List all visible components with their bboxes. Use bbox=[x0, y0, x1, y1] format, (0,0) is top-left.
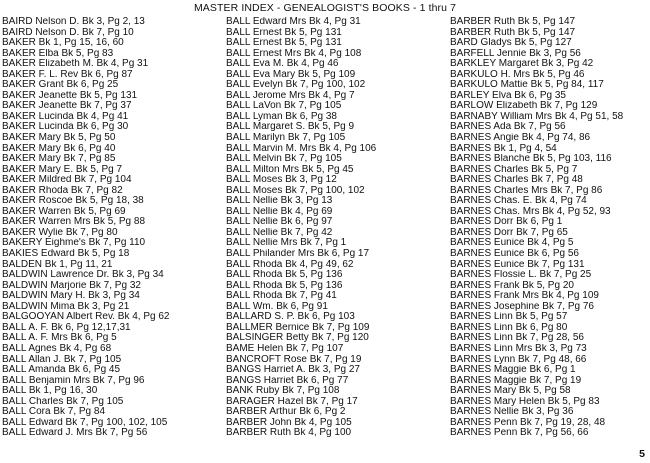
index-entry: BARNES Linn Mrs Bk 3, Pg 73 bbox=[450, 343, 587, 354]
index-entry: BALL Margaret S. Bk 5, Pg 9 bbox=[226, 122, 355, 133]
index-entry: BALL Bk 1, Pg 16, 30 bbox=[2, 386, 98, 397]
index-entry: BALL Benjamin Mrs Bk 7, Pg 96 bbox=[2, 375, 145, 386]
index-entry: BALL Marilyn Bk 7, Pg 105 bbox=[226, 133, 346, 144]
index-entry: BARNES Josephine Bk 7, Pg 76 bbox=[450, 301, 594, 312]
index-entry: BALL Rhoda Bk 7, Pg 41 bbox=[226, 291, 337, 302]
index-entry: BALL Melvin Bk 7, Pg 105 bbox=[226, 154, 342, 165]
index-entry: BARKULO Mattie Bk 5, Pg 84, 117 bbox=[450, 80, 604, 91]
index-entry: BALL A. F. Bk 6, Pg 12,17,31 bbox=[2, 322, 131, 333]
index-entry: BARNES Linn Bk 5, Pg 57 bbox=[450, 312, 568, 323]
index-entry: BARNES Eunice Bk 6, Pg 56 bbox=[450, 249, 579, 260]
index-entry: BAKER Wylie Bk 7, Pg 80 bbox=[2, 227, 118, 238]
index-entry: BARFELL Jennie Bk 3, Pg 56 bbox=[450, 48, 581, 59]
index-entry: BAKER Bk 1, Pg 15, 16, 60 bbox=[2, 38, 124, 49]
index-entry: BARKLEY Margaret Bk 3, Pg 42 bbox=[450, 59, 594, 70]
index-entry: BARNES Charles Bk 5, Pg 7 bbox=[450, 164, 578, 175]
index-entry: BARBER Ruth Bk 5, Pg 147 bbox=[450, 17, 576, 27]
index-entry: BANK Ruby Bk 7, Pg 108 bbox=[226, 386, 340, 397]
index-entry: BARNABY William Mrs Bk 4, Pg 51, 58 bbox=[450, 111, 624, 122]
index-entry: BAKER Mary Bk 6, Pg 40 bbox=[2, 143, 116, 154]
index-entry: BARNES Penn Bk 7, Pg 19, 28, 48 bbox=[450, 417, 606, 428]
index-column-3 bbox=[450, 17, 650, 439]
index-entry: BALL Amanda Bk 6, Pg 45 bbox=[2, 365, 121, 376]
index-entry: BARNES Flossie L. Bk 7, Pg 25 bbox=[450, 270, 592, 281]
index-entry: BALL LaVon Bk 7, Pg 105 bbox=[226, 101, 342, 112]
index-column-1 bbox=[2, 17, 217, 439]
index-entry: BARNES Bk 1, Pg 4, 54 bbox=[450, 143, 557, 154]
page-title: MASTER INDEX - GENEALOGIST'S BOOKS - 1 thru 7 bbox=[193, 2, 457, 14]
index-entry: BALDWIN Mima Bk 3, Pg 21 bbox=[2, 301, 130, 312]
index-entry: BALL Nellie Mrs Bk 7, Pg 1 bbox=[226, 238, 347, 249]
index-entry: BARNES Eunice Bk 7, Pg 131 bbox=[450, 259, 585, 270]
index-entry: BALL Ernest Bk 5, Pg 131 bbox=[226, 27, 342, 38]
index-entry: BAKER Lucinda Bk 6, Pg 30 bbox=[2, 122, 129, 133]
index-entry: BALL Rhoda Bk 5, Pg 136 bbox=[226, 270, 343, 281]
index-entry: BALL Nellie Bk 6, Pg 97 bbox=[226, 217, 333, 228]
index-entry: BARNES Charles Mrs Bk 7, Pg 86 bbox=[450, 185, 603, 196]
index-entry: BALL Evelyn Bk 7, Pg 100, 102 bbox=[226, 80, 366, 91]
index-entry: BALL Ernest Mrs Bk 4, Pg 108 bbox=[226, 48, 362, 59]
index-entry: BARNES Lynn Bk 7, Pg 48, 66 bbox=[450, 354, 587, 365]
index-entry: BALL Eva M. Bk 4, Pg 46 bbox=[226, 59, 339, 70]
index-entry: BAKIES Edward Bk 5, Pg 18 bbox=[2, 249, 130, 260]
index-entry: BAKER Roscoe Bk 5, Pg 18, 38 bbox=[2, 196, 144, 207]
index-entry: BALL Eva Mary Bk 5, Pg 109 bbox=[226, 69, 356, 80]
index-entry: BARBER Ruth Bk 4, Pg 100 bbox=[226, 428, 352, 439]
index-entry: BARNES Maggie Bk 7, Pg 19 bbox=[450, 375, 582, 386]
index-entry: BALLMER Bernice Bk 7, Pg 109 bbox=[226, 322, 370, 333]
index-entry: BARNES Mary Bk 5, Pg 58 bbox=[450, 386, 571, 397]
index-entry: BARAGER Hazel Bk 7, Pg 17 bbox=[226, 396, 358, 407]
index-entry: BARLEY Elva Bk 6, Pg 35 bbox=[450, 90, 566, 101]
index-entry: BARNES Ada Bk 7, Pg 56 bbox=[450, 122, 566, 133]
index-entry: BALL Moses Bk 7, Pg 100, 102 bbox=[226, 185, 365, 196]
index-entry: BARNES Nellie Bk 3, Pg 36 bbox=[450, 407, 574, 418]
index-entry: BARNES Linn Bk 7, Pg 28, 56 bbox=[450, 333, 584, 344]
index-entry: BAKER Rhoda Bk 7, Pg 82 bbox=[2, 185, 123, 196]
index-column-2 bbox=[226, 17, 441, 439]
index-entry: BAKER Elba Bk 5, Pg 83 bbox=[2, 48, 114, 59]
index-entry: BALL Philander Mrs Bk 6, Pg 17 bbox=[226, 249, 370, 260]
index-entry: BAKER F. L. Rev Bk 6, Pg 87 bbox=[2, 69, 133, 80]
index-entry: BARNES Charles Bk 7, Pg 48 bbox=[450, 175, 583, 186]
index-entry: BAKER Mary E. Bk 5, Pg 7 bbox=[2, 164, 123, 175]
index-entry: BALDWIN Mary H. Bk 3, Pg 34 bbox=[2, 291, 140, 302]
index-entry: BAKER Elizabeth M. Bk 4, Pg 31 bbox=[2, 59, 149, 70]
index-entry: BAKER Lucinda Bk 4, Pg 41 bbox=[2, 111, 129, 122]
index-entry: BALL Jerome Mrs Bk 4, Pg 7 bbox=[226, 90, 355, 101]
index-entry: BAKER Mary Bk 7, Pg 85 bbox=[2, 154, 116, 165]
index-entry: BAKER Grant Bk 6, Pg 25 bbox=[2, 80, 119, 91]
index-entry: BALL Nellie Bk 3, Pg 13 bbox=[226, 196, 333, 207]
index-entry: BALLARD S. P. Bk 6, Pg 103 bbox=[226, 312, 355, 323]
index-entry: BALL Rhoda Bk 4, Pg 49, 62 bbox=[226, 259, 354, 270]
page-number: 5 bbox=[639, 448, 645, 460]
index-entry: BARNES Dorr Bk 6, Pg 1 bbox=[450, 217, 563, 228]
index-entry: BALL Marvin M. Mrs Bk 4, Pg 106 bbox=[226, 143, 377, 154]
index-entry: BANGS Harriet Bk 6, Pg 77 bbox=[226, 375, 349, 386]
index-entry: BARLOW Elizabeth Bk 7, Pg 129 bbox=[450, 101, 598, 112]
index-entry: BALGOOYAN Albert Rev. Bk 4, Pg 62 bbox=[2, 312, 170, 323]
index-entry: BARNES Eunice Bk 4, Pg 5 bbox=[450, 238, 574, 249]
index-entry: BALL Lyman Bk 6, Pg 38 bbox=[226, 111, 337, 122]
index-entry: BALL Agnes Bk 4, Pg 68 bbox=[2, 343, 112, 354]
index-entry: BANGS Harriet A. Bk 3, Pg 27 bbox=[226, 365, 360, 376]
index-entry: BARNES Chas. E. Bk 4, Pg 74 bbox=[450, 196, 587, 207]
index-entry: BALL Moses Bk 3, Pg 12 bbox=[226, 175, 337, 186]
index-entry: BARNES Linn Bk 6, Pg 80 bbox=[450, 322, 568, 333]
index-entry: BAIRD Nelson D. Bk 7, Pg 10 bbox=[2, 27, 134, 38]
index-entry: BARNES Mary Helen Bk 5, Pg 83 bbox=[450, 396, 600, 407]
index-entry: BARNES Dorr Bk 7, Pg 65 bbox=[450, 227, 568, 238]
index-entry: BARNES Angie Bk 4, Pg 74, 86 bbox=[450, 133, 591, 144]
index-entry: BALL Nellie Bk 7, Pg 42 bbox=[226, 227, 333, 238]
index-entry: BARNES Frank Mrs Bk 4, Pg 109 bbox=[450, 291, 599, 302]
index-entry: BALL Edward Bk 7, Pg 100, 102, 105 bbox=[2, 417, 168, 428]
index-entry: BARNES Penn Bk 7, Pg 56, 66 bbox=[450, 428, 589, 439]
index-entry: BAIRD Nelson D. Bk 3, Pg 2, 13 bbox=[2, 17, 145, 27]
index-entry: BARNES Maggie Bk 6, Pg 1 bbox=[450, 365, 576, 376]
index-entry: BARNES Blanche Bk 5, Pg 103, 116 bbox=[450, 154, 612, 165]
index-entry: BANCROFT Rose Bk 7, Pg 19 bbox=[226, 354, 362, 365]
index-entry: BALL A. F. Mrs Bk 6, Pg 5 bbox=[2, 333, 117, 344]
index-entry: BAKER Warren Bk 5, Pg 69 bbox=[2, 206, 126, 217]
index-entry: BAKER Mary Bk 5, Pg 50 bbox=[2, 133, 116, 144]
index-entry: BALDWIN Marjorie Bk 7, Pg 32 bbox=[2, 280, 141, 291]
index-entry: BALSINGER Betty Bk 7, Pg 120 bbox=[226, 333, 369, 344]
index-entry: BARBER John Bk 4, Pg 105 bbox=[226, 417, 352, 428]
index-entry: BARD Gladys Bk 5, Pg 127 bbox=[450, 38, 572, 49]
index-entry: BALDWIN Lawrence Dr. Bk 3, Pg 34 bbox=[2, 270, 164, 281]
index-entry: BARKULO H. Mrs Bk 5, Pg 46 bbox=[450, 69, 585, 80]
index-entry: BALL Wm. Bk 6, Pg 91 bbox=[226, 301, 328, 312]
index-entry: BALL Edward J. Mrs Bk 7, Pg 56 bbox=[2, 428, 148, 439]
index-entry: BALL Rhoda Bk 5, Pg 136 bbox=[226, 280, 343, 291]
index-entry: BAKER Mildred Bk 7, Pg 104 bbox=[2, 175, 132, 186]
index-entry: BALL Ernest Bk 5, Pg 131 bbox=[226, 38, 342, 49]
index-entry: BARNES Chas. Mrs Bk 4, Pg 52, 93 bbox=[450, 206, 611, 217]
index-entry: BALL Milton Mrs Bk 5, Pg 45 bbox=[226, 164, 354, 175]
index-entry: BALDEN Bk 1, Pg 11, 21 bbox=[2, 259, 113, 270]
index-entry: BARNES Frank Bk 5, Pg 20 bbox=[450, 280, 574, 291]
index-entry: BAKERY Eighme's Bk 7, Pg 110 bbox=[2, 238, 146, 249]
index-entry: BALL Charles Bk 7, Pg 105 bbox=[2, 396, 124, 407]
index-entry: BALL Cora Bk 7, Pg 84 bbox=[2, 407, 106, 418]
index-entry: BARBER Arthur Bk 6, Pg 2 bbox=[226, 407, 346, 418]
index-entry: BARBER Ruth Bk 5, Pg 147 bbox=[450, 27, 576, 38]
index-entry: BALL Allan J. Bk 7, Pg 105 bbox=[2, 354, 122, 365]
index-entry: BALL Nellie Bk 4, Pg 69 bbox=[226, 206, 333, 217]
index-entry: BAKER Warren Mrs Bk 5, Pg 88 bbox=[2, 217, 146, 228]
index-entry: BAKER Jeanette Bk 5, Pg 131 bbox=[2, 90, 138, 101]
index-entry: BALL Edward Mrs Bk 4, Pg 31 bbox=[226, 17, 361, 27]
index-entry: BAME Helen Bk 7, Pg 107 bbox=[226, 343, 344, 354]
index-entry: BAKER Jeanette Bk 7, Pg 37 bbox=[2, 101, 132, 112]
